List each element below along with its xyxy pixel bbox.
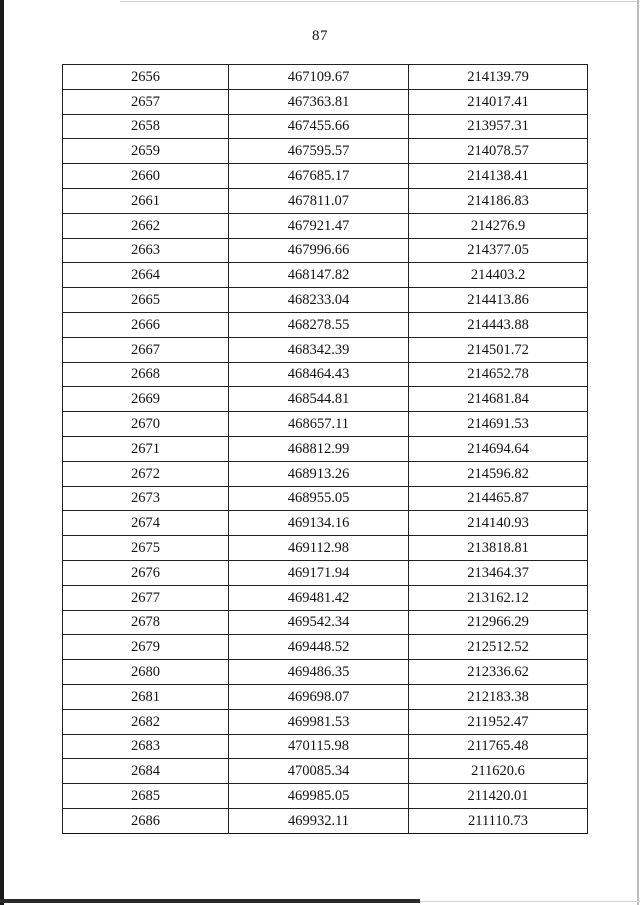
y-coordinate-cell: 212512.52 <box>409 635 588 660</box>
table-row <box>63 238 588 263</box>
y-coordinate-cell: 214691.53 <box>409 412 588 437</box>
point-number-cell: 2683 <box>63 734 229 759</box>
table-row <box>63 461 588 486</box>
y-coordinate-cell: 214596.82 <box>409 461 588 486</box>
y-coordinate-cell: 211110.73 <box>409 808 588 833</box>
point-number-cell: 2685 <box>63 784 229 809</box>
x-coordinate-cell: 469981.53 <box>229 709 409 734</box>
point-number-cell: 2679 <box>63 635 229 660</box>
table-row <box>63 635 588 660</box>
y-coordinate-cell: 214501.72 <box>409 337 588 362</box>
y-coordinate-cell: 212336.62 <box>409 660 588 685</box>
point-number-cell: 2686 <box>63 808 229 833</box>
table-row <box>63 337 588 362</box>
table-row <box>63 734 588 759</box>
x-coordinate-cell: 468464.43 <box>229 362 409 387</box>
y-coordinate-cell: 211620.6 <box>409 759 588 784</box>
table-row <box>63 808 588 833</box>
point-number-cell: 2673 <box>63 486 229 511</box>
point-number-cell: 2656 <box>63 65 229 90</box>
table-row <box>63 412 588 437</box>
x-coordinate-cell: 468233.04 <box>229 288 409 313</box>
x-coordinate-cell: 469171.94 <box>229 560 409 585</box>
page-number: 87 <box>312 28 328 44</box>
y-coordinate-cell: 211952.47 <box>409 709 588 734</box>
y-coordinate-cell: 214681.84 <box>409 387 588 412</box>
y-coordinate-cell: 214465.87 <box>409 486 588 511</box>
y-coordinate-cell: 214403.2 <box>409 263 588 288</box>
y-coordinate-cell: 214017.41 <box>409 89 588 114</box>
x-coordinate-cell: 467595.57 <box>229 139 409 164</box>
table-row <box>63 288 588 313</box>
table-row <box>63 784 588 809</box>
x-coordinate-cell: 469134.16 <box>229 511 409 536</box>
point-number-cell: 2657 <box>63 89 229 114</box>
table-row <box>63 585 588 610</box>
table-row <box>63 362 588 387</box>
point-number-cell: 2662 <box>63 213 229 238</box>
x-coordinate-cell: 468812.99 <box>229 436 409 461</box>
y-coordinate-cell: 213957.31 <box>409 114 588 139</box>
table-row <box>63 89 588 114</box>
coordinate-table <box>62 64 588 834</box>
point-number-cell: 2669 <box>63 387 229 412</box>
y-coordinate-cell: 212183.38 <box>409 684 588 709</box>
table-row <box>63 436 588 461</box>
x-coordinate-cell: 468955.05 <box>229 486 409 511</box>
point-number-cell: 2667 <box>63 337 229 362</box>
point-number-cell: 2675 <box>63 536 229 561</box>
scan-bottom-border-faint <box>420 901 640 902</box>
table-row <box>63 486 588 511</box>
table-row <box>63 263 588 288</box>
table-row <box>63 164 588 189</box>
y-coordinate-cell: 214694.64 <box>409 436 588 461</box>
x-coordinate-cell: 469542.34 <box>229 610 409 635</box>
x-coordinate-cell: 468913.26 <box>229 461 409 486</box>
x-coordinate-cell: 469112.98 <box>229 536 409 561</box>
y-coordinate-cell: 212966.29 <box>409 610 588 635</box>
point-number-cell: 2677 <box>63 585 229 610</box>
scan-top-border <box>120 1 640 2</box>
scan-left-border <box>0 0 4 905</box>
point-number-cell: 2672 <box>63 461 229 486</box>
x-coordinate-cell: 468147.82 <box>229 263 409 288</box>
table-row <box>63 65 588 90</box>
y-coordinate-cell: 214186.83 <box>409 188 588 213</box>
point-number-cell: 2682 <box>63 709 229 734</box>
x-coordinate-cell: 467921.47 <box>229 213 409 238</box>
point-number-cell: 2664 <box>63 263 229 288</box>
x-coordinate-cell: 470115.98 <box>229 734 409 759</box>
point-number-cell: 2668 <box>63 362 229 387</box>
x-coordinate-cell: 469448.52 <box>229 635 409 660</box>
x-coordinate-cell: 470085.34 <box>229 759 409 784</box>
x-coordinate-cell: 468278.55 <box>229 312 409 337</box>
x-coordinate-cell: 467685.17 <box>229 164 409 189</box>
point-number-cell: 2659 <box>63 139 229 164</box>
y-coordinate-cell: 214078.57 <box>409 139 588 164</box>
table-row <box>63 684 588 709</box>
y-coordinate-cell: 214138.41 <box>409 164 588 189</box>
table-row <box>63 114 588 139</box>
x-coordinate-cell: 467363.81 <box>229 89 409 114</box>
point-number-cell: 2676 <box>63 560 229 585</box>
x-coordinate-cell: 469932.11 <box>229 808 409 833</box>
x-coordinate-cell: 467996.66 <box>229 238 409 263</box>
x-coordinate-cell: 469486.35 <box>229 660 409 685</box>
table-row <box>63 188 588 213</box>
x-coordinate-cell: 468342.39 <box>229 337 409 362</box>
x-coordinate-cell: 469985.05 <box>229 784 409 809</box>
table-row <box>63 759 588 784</box>
y-coordinate-cell: 214443.88 <box>409 312 588 337</box>
x-coordinate-cell: 467109.67 <box>229 65 409 90</box>
table-row <box>63 511 588 536</box>
x-coordinate-cell: 468544.81 <box>229 387 409 412</box>
point-number-cell: 2678 <box>63 610 229 635</box>
point-number-cell: 2680 <box>63 660 229 685</box>
table-row <box>63 610 588 635</box>
y-coordinate-cell: 214652.78 <box>409 362 588 387</box>
table-row <box>63 139 588 164</box>
point-number-cell: 2660 <box>63 164 229 189</box>
y-coordinate-cell: 211420.01 <box>409 784 588 809</box>
scan-bottom-border <box>0 899 420 903</box>
x-coordinate-cell: 469481.42 <box>229 585 409 610</box>
y-coordinate-cell: 214377.05 <box>409 238 588 263</box>
table-row <box>63 213 588 238</box>
point-number-cell: 2671 <box>63 436 229 461</box>
point-number-cell: 2663 <box>63 238 229 263</box>
point-number-cell: 2674 <box>63 511 229 536</box>
point-number-cell: 2661 <box>63 188 229 213</box>
point-number-cell: 2658 <box>63 114 229 139</box>
y-coordinate-cell: 213162.12 <box>409 585 588 610</box>
x-coordinate-cell: 469698.07 <box>229 684 409 709</box>
coordinate-table-body <box>63 65 588 834</box>
y-coordinate-cell: 214413.86 <box>409 288 588 313</box>
point-number-cell: 2684 <box>63 759 229 784</box>
point-number-cell: 2665 <box>63 288 229 313</box>
x-coordinate-cell: 467811.07 <box>229 188 409 213</box>
point-number-cell: 2666 <box>63 312 229 337</box>
point-number-cell: 2681 <box>63 684 229 709</box>
point-number-cell: 2670 <box>63 412 229 437</box>
y-coordinate-cell: 211765.48 <box>409 734 588 759</box>
y-coordinate-cell: 213818.81 <box>409 536 588 561</box>
y-coordinate-cell: 213464.37 <box>409 560 588 585</box>
table-row <box>63 709 588 734</box>
y-coordinate-cell: 214276.9 <box>409 213 588 238</box>
x-coordinate-cell: 468657.11 <box>229 412 409 437</box>
table-row <box>63 312 588 337</box>
y-coordinate-cell: 214140.93 <box>409 511 588 536</box>
table-row <box>63 387 588 412</box>
table-row <box>63 660 588 685</box>
y-coordinate-cell: 214139.79 <box>409 65 588 90</box>
table-row <box>63 560 588 585</box>
x-coordinate-cell: 467455.66 <box>229 114 409 139</box>
table-row <box>63 536 588 561</box>
scan-right-border <box>637 0 639 905</box>
